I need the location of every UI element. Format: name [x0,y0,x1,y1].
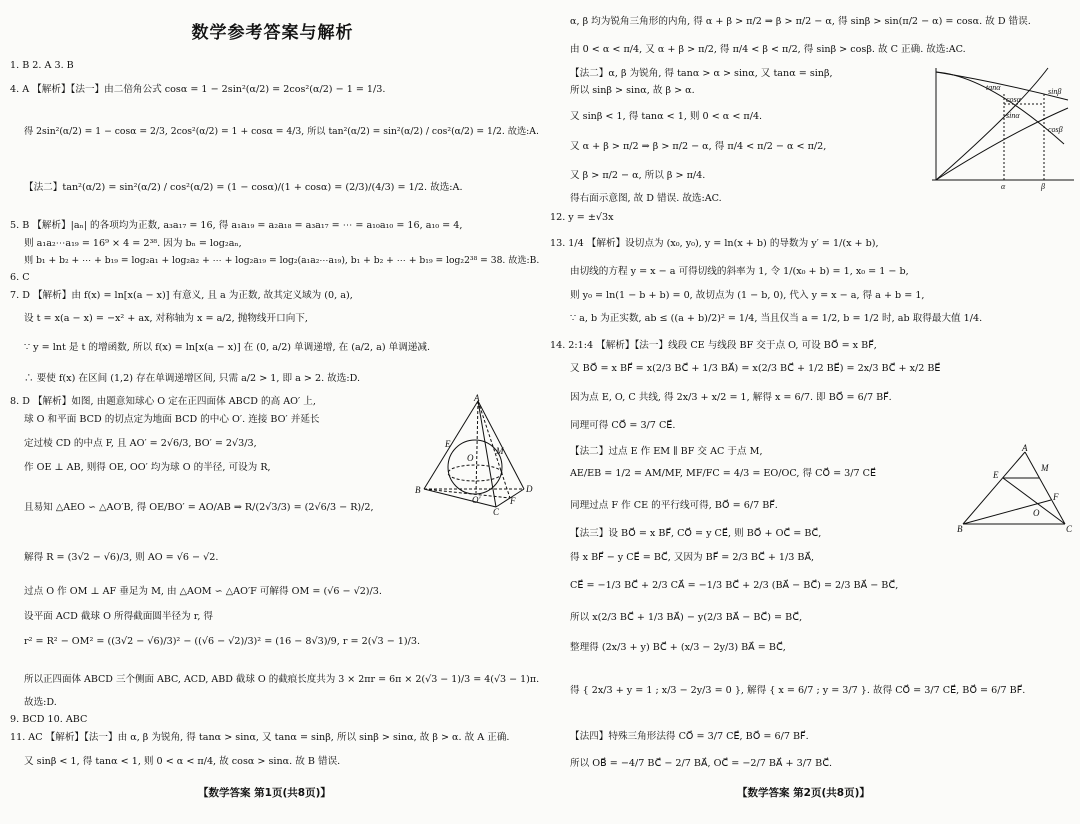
answer-line: 1. B 2. A 3. B [10,60,74,71]
fig-label: E [993,470,999,480]
answer-line: r² = R² − OM² = ((3√2 − √6)/3)² − ((√6 − √2)/3)² = (16 − 8√3)/9, r = 2(√3 − 1)/3. [24,636,421,647]
answer-line: 设平面 ACD 截球 O 所得截面圆半径为 r, 得 [24,611,214,622]
answer-line: 14. 2:1:4 【解析】【法一】线段 CE 与线段 BF 交于点 O, 可设 BO⃗ = x BF⃗, [550,340,877,351]
fig-label: E [445,439,451,449]
fig-label: M [1041,463,1049,473]
answer-line: ∴ 要使 f(x) 在区间 (1,2) 存在单调递增区间, 只需 a/2 > 1, 即 a > 2. 故选:D. [24,373,361,384]
answer-line: 所以 OB⃗ = −4/7 BC⃗ − 2/7 BA⃗, OC⃗ = −2/7 BA⃗ + 3/7 BC⃗. [570,758,833,769]
answer-line: 8. D 【解析】如图, 由题意知球心 O 定在正四面体 ABCD 的高 AO′ 上, [10,396,316,407]
answer-line: 且易知 △AEO ∽ △AO′B, 得 OE/BO′ = AO/AB ⇒ R/(2√3/3) = (2√6/3 − R)/2, [24,502,374,513]
answer-line: 由 0 < α < π/4, 又 α + β > π/2, 得 π/4 < β < π/2, 得 sinβ > cosβ. 故 C 正确. 故选:AC. [570,44,966,55]
answer-line: 6. C [10,272,30,283]
fig-label: F [510,496,516,506]
fig-label: B [957,524,963,534]
answer-line: 得 x BF⃗ − y CE⃗ = BC⃗, 又因为 BF⃗ = 2/3 BC⃗ + 1/3 BA⃗, [570,552,815,563]
fig-label: α [1001,182,1006,191]
fig-label: A [474,393,480,403]
answer-line: 过点 O 作 OM ⊥ AF 垂足为 M, 由 △AOM ∽ △AO′F 可解得 OM = (√6 − √2)/3. [24,586,382,597]
answer-line: 【法二】α, β 为锐角, 得 tanα > α > sinα, 又 tanα = sinβ, [570,68,833,79]
answer-line: 4. A 【解析】【法一】由二倍角公式 cosα = 1 − 2sin²(α/2) = 2cos²(α/2) − 1 = 1/3. [10,84,386,95]
answer-line: 【法四】特殊三角形法得 CO⃗ = 3/7 CE⃗, BO⃗ = 6/7 BF⃗. [570,731,809,742]
answer-line: 5. B 【解析】|aₙ| 的各项均为正数, a₃a₁₇ = 16, 得 a₁a₁₉ = a₂a₁₈ = a₃a₁₇ = ⋯ = a₁₀a₁₀ = 16, a₁₀ = 4, [10,220,463,231]
answer-line: 12. y = ±√3x [550,212,614,223]
answer-line: 则 a₁a₂⋯a₁₉ = 16⁹ × 4 = 2³⁸. 因为 bₙ = log₂aₙ, [24,238,242,249]
answer-line: 7. D 【解析】由 f(x) = ln[x(a − x)] 有意义, 且 a 为正数, 故其定义域为 (0, a), [10,290,353,301]
fig-label: cosβ [1048,125,1063,134]
triangle-vector-figure [957,444,1075,534]
fig-label: O′ [472,495,481,505]
answer-line: 所以正四面体 ABCD 三个侧面 ABC, ACD, ABD 截球 O 的截痕长度共为 3 × 2πr = 6π × 2(√3 − 1)/3 = 4(√3 − 1)π. [24,674,540,685]
page-title: 数学参考答案与解析 [191,23,354,43]
answer-line: 则 b₁ + b₂ + ⋯ + b₁₉ = log₂a₁ + log₂a₂ + ⋯ + log₂a₁₉ = log₂(a₁a₂⋯a₁₉), b₁ + b₂ + ⋯ + b₁₉ = log₂2³⁸ = 38. 故选:B. [24,255,540,266]
answer-line: 则 y₀ = ln(1 − b + b) = 0, 故切点为 (1 − b, 0), 代入 y = x − a, 得 a + b = 1, [570,290,925,301]
fig-label: cosα [1006,95,1021,104]
answer-line: 9. BCD 10. ABC [10,714,88,725]
answer-line: 得 2sin²(α/2) = 1 − cosα = 2/3, 2cos²(α/2) = 1 + cosα = 4/3, 所以 tan²(α/2) = sin²(α/2) / cos²(α/2) = 1/2. 故选:A. [24,126,539,137]
answer-line: 【法二】过点 E 作 EM ∥ BF 交 AC 于点 M, [570,446,763,457]
trig-curves-figure [928,64,1080,192]
answer-line: 作 OE ⊥ AB, 则得 OE, OO′ 均为球 O 的半径, 可设为 R, [24,462,271,473]
fig-label: β [1041,182,1045,191]
fig-label: D [526,484,533,494]
answer-line: 又 β > π/2 − α, 所以 β > π/4. [570,170,706,181]
answer-line: 11. AC 【解析】【法一】由 α, β 为锐角, 得 tanα > sinα, 又 tanα = sinβ, 所以 sinβ > sinα, 故 β > α. 故 A 正确. [10,732,510,743]
answer-line: 得 { 2x/3 + y = 1 ; x/3 − 2y/3 = 0 }, 解得 { x = 6/7 ; y = 3/7 }. 故得 CO⃗ = 3/7 CE⃗, BO⃗ = 6/7 BF⃗. [570,685,1026,696]
answer-line: 定过棱 CD 的中点 F, 且 AO′ = 2√6/3, BO′ = 2√3/3, [24,438,257,449]
answer-line: 得右面示意图, 故 D 错误. 故选:AC. [570,193,722,204]
answer-line: 所以 x(2/3 BC⃗ + 1/3 BA⃗) − y(2/3 BA⃗ − BC⃗) = BC⃗, [570,612,803,623]
fig-label: F [1053,492,1059,502]
answer-line: ∵ a, b 为正实数, ab ≤ ((a + b)/2)² = 1/4, 当且仅当 a = 1/2, b = 1/2 时, ab 取得最大值 1/4. [570,313,983,324]
fig-label: C [493,507,500,517]
footer-page-1: 【数学答案 第1页(共8页)】 [198,787,331,799]
answer-line: CE⃗ = −1/3 BC⃗ + 2/3 CA⃗ = −1/3 BC⃗ + 2/3 (BA⃗ − BC⃗) = 2/3 BA⃗ − BC⃗, [570,580,899,591]
answer-line: 又 α + β > π/2 ⇒ β > π/2 − α, 得 π/4 < π/2 − α < π/2, [570,141,827,152]
fig-label: O [467,453,474,463]
answer-line: 球 O 和平面 BCD 的切点定为地面 BCD 的中心 O′. 连接 BO′ 并延长 [24,414,320,425]
answer-line: 设 t = x(a − x) = −x² + ax, 对称轴为 x = a/2, 抛物线开口向下, [24,313,308,324]
answer-line: α, β 均为锐角三角形的内角, 得 α + β > π/2 ⇒ β > π/2 − α, 得 sinβ > sin(π/2 − α) = cosα. 故 D 错误. [570,16,1031,27]
answer-line: 【法三】设 BO⃗ = x BF⃗, CO⃗ = y CE⃗, 则 BO⃗ + OC⃗ = BC⃗, [570,528,822,539]
answer-line: AE/EB = 1/2 = AM/MF, MF/FC = 4/3 = EO/OC, 得 CO⃗ = 3/7 CE⃗ [570,468,877,479]
answer-line: 13. 1/4 【解析】设切点为 (x₀, y₀), y = ln(x + b) 的导数为 y′ = 1/(x + b), [550,238,879,249]
answer-line: 解得 R = (3√2 − √6)/3, 则 AO = √6 − √2. [24,552,219,563]
fig-label: O [1033,508,1040,518]
answer-line: 所以 sinβ > sinα, 故 β > α. [570,85,695,96]
answer-line: 因为点 E, O, C 共线, 得 2x/3 + x/2 = 1, 解得 x = 6/7. 即 BO⃗ = 6/7 BF⃗. [570,392,892,403]
footer-page-2: 【数学答案 第2页(共8页)】 [737,787,870,799]
answer-line: ∵ y = lnt 是 t 的增函数, 所以 f(x) = ln[x(a − x)] 在 (0, a/2) 单调递增, 在 (a/2, a) 单调递减. [24,342,431,353]
answer-line: 由切线的方程 y = x − a 可得切线的斜率为 1, 令 1/(x₀ + b) = 1, x₀ = 1 − b, [570,266,909,277]
answer-line: 又 sinβ < 1, 得 tanα < 1, 则 0 < α < π/4. [570,111,763,122]
fig-label: C [1066,524,1073,534]
answer-page-2 [545,0,1080,824]
answer-line: 又 sinβ < 1, 得 tanα < 1, 则 0 < α < π/4, 故 cosα > sinα. 故 B 错误. [24,756,341,767]
fig-label: M [496,446,504,456]
fig-label: sinβ [1048,87,1062,96]
answer-line: 又 BO⃗ = x BF⃗ = x(2/3 BC⃗ + 1/3 BA⃗) = x(2/3 BC⃗ + 1/2 BE⃗) = 2x/3 BC⃗ + x/2 BE⃗ [570,363,941,374]
tetrahedron-sphere-figure [412,393,540,517]
answer-line: 同理可得 CO⃗ = 3/7 CE⃗. [570,420,676,431]
answer-line: 故选:D. [24,697,57,708]
answer-line: 整理得 (2x/3 + y) BC⃗ + (x/3 − 2y/3) BA⃗ = BC⃗, [570,642,786,653]
fig-label: B [415,485,421,495]
answer-line: 同理过点 F 作 CE 的平行线可得, BO⃗ = 6/7 BF⃗. [570,500,778,511]
fig-label: tanα [986,83,1001,92]
fig-label: A [1022,444,1028,453]
answer-line: 【法二】tan²(α/2) = sin²(α/2) / cos²(α/2) = (1 − cosα)/(1 + cosα) = (2/3)/(4/3) = 1/2. 故选:A. [24,182,463,193]
fig-label: sinα [1006,111,1020,120]
